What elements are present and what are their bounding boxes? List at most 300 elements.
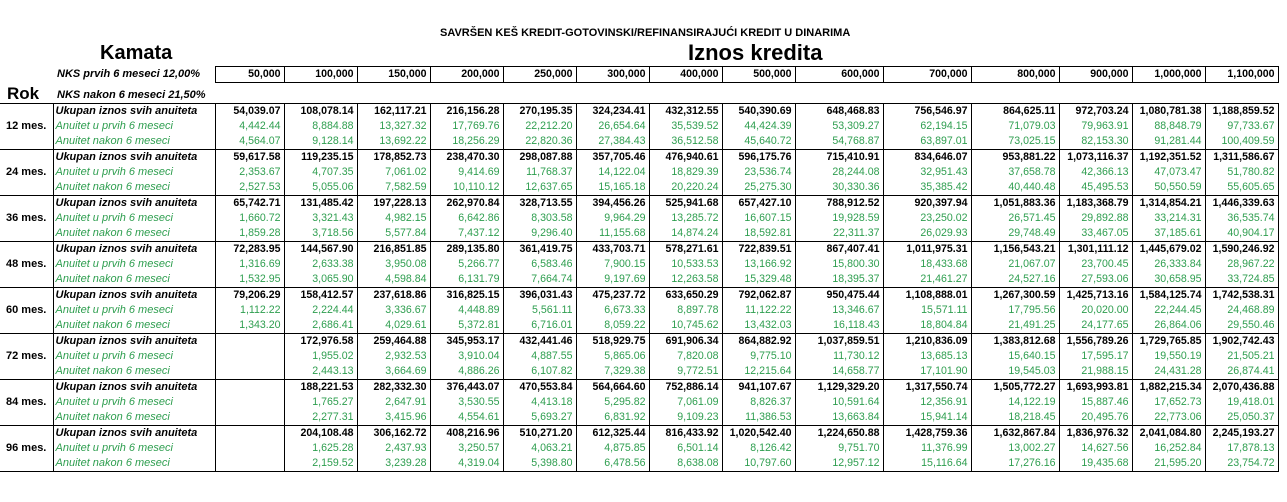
value-cell: 13,285.72 [649,211,722,226]
table-row [0,119,1278,134]
value-cell: 62,194.15 [883,119,971,134]
value-cell: 15,887.46 [1059,395,1132,410]
rok-term: 48 mes. [0,242,53,288]
value-cell: 73,025.15 [971,134,1059,150]
value-cell: 1,836,976.32 [1059,426,1132,442]
value-cell: 108,078.14 [284,104,357,120]
row-label: Ukupan iznos svih anuiteta [53,334,215,350]
value-cell: 1,224,650.88 [795,426,883,442]
row-label: Anuitet u prvih 6 meseci [53,165,215,180]
value-cell: 396,031.43 [503,288,576,304]
value-cell: 18,592.81 [722,226,795,242]
value-cell: 47,073.47 [1132,165,1205,180]
value-cell: 1,020,542.40 [722,426,795,442]
value-cell: 37,658.78 [971,165,1059,180]
value-cell: 82,153.30 [1059,134,1132,150]
table-row [0,288,1278,304]
value-cell: 1,080,781.38 [1132,104,1205,120]
value-cell: 1,383,812.68 [971,334,1059,350]
table-row [0,349,1278,364]
value-cell: 29,892.88 [1059,211,1132,226]
value-cell: 1,882,215.34 [1132,380,1205,396]
value-cell: 752,886.14 [649,380,722,396]
value-cell: 476,940.61 [649,150,722,166]
value-cell: 33,724.85 [1205,272,1278,288]
value-cell: 722,839.51 [722,242,795,258]
value-cell: 10,745.62 [649,318,722,334]
rok-term: 96 mes. [0,426,53,472]
value-cell: 3,336.67 [357,303,430,318]
value-cell: 1,729,765.85 [1132,334,1205,350]
value-cell: 2,070,436.88 [1205,380,1278,396]
value-cell: 298,087.88 [503,150,576,166]
table-row [0,242,1278,258]
gap-cell [0,83,1278,104]
value-cell: 30,330.36 [795,180,883,196]
table-row [0,441,1278,456]
value-cell: 11,155.68 [576,226,649,242]
value-cell: 79,963.91 [1059,119,1132,134]
value-cell: 19,418.01 [1205,395,1278,410]
value-cell: 324,234.41 [576,104,649,120]
value-cell: 8,303.58 [503,211,576,226]
value-cell: 15,329.48 [722,272,795,288]
value-cell: 2,437.93 [357,441,430,456]
value-cell: 432,312.55 [649,104,722,120]
value-cell: 14,122.04 [576,165,649,180]
value-cell: 17,878.13 [1205,441,1278,456]
value-cell: 18,395.37 [795,272,883,288]
value-cell: 131,485.42 [284,196,357,212]
value-cell: 1,108,888.01 [883,288,971,304]
value-cell: 5,577.84 [357,226,430,242]
value-cell: 259,464.88 [357,334,430,350]
value-cell: 2,647.91 [357,395,430,410]
value-cell: 316,825.15 [430,288,503,304]
row-label: Anuitet u prvih 6 meseci [53,441,215,456]
value-cell: 376,443.07 [430,380,503,396]
value-cell: 972,703.24 [1059,104,1132,120]
value-cell: 24,468.89 [1205,303,1278,318]
value-cell: 6,107.82 [503,364,576,380]
value-cell: 2,527.53 [215,180,284,196]
value-cell: 162,117.21 [357,104,430,120]
value-cell: 3,239.28 [357,456,430,472]
row-label: Anuitet nakon 6 meseci [53,364,215,380]
value-cell: 1,505,772.27 [971,380,1059,396]
value-cell: 4,887.55 [503,349,576,364]
rok-term: 60 mes. [0,288,53,334]
value-cell: 7,437.12 [430,226,503,242]
value-cell: 24,431.28 [1132,364,1205,380]
rok-term: 12 mes. [0,104,53,150]
value-cell: 19,550.19 [1132,349,1205,364]
amount-header: 900,000 [1059,67,1132,83]
value-cell: 17,276.16 [971,456,1059,472]
value-cell: 22,311.37 [795,226,883,242]
value-cell: 6,583.46 [503,257,576,272]
value-cell: 19,435.68 [1059,456,1132,472]
value-cell: 13,327.32 [357,119,430,134]
value-cell: 6,831.92 [576,410,649,426]
rok-term: 36 mes. [0,196,53,242]
value-cell: 24,527.16 [971,272,1059,288]
row-label: Anuitet nakon 6 meseci [53,226,215,242]
value-cell: 1,445,679.02 [1132,242,1205,258]
value-cell: 475,237.72 [576,288,649,304]
value-cell: 2,633.38 [284,257,357,272]
value-cell: 17,795.56 [971,303,1059,318]
nks-after-label: NKS nakon 6 meseci 21,50% [57,89,206,101]
value-cell: 20,220.24 [649,180,722,196]
value-cell: 3,910.04 [430,349,503,364]
amount-header: 300,000 [576,67,649,83]
value-cell: 834,646.07 [883,150,971,166]
value-cell: 1,129,329.20 [795,380,883,396]
value-cell: 8,638.08 [649,456,722,472]
value-cell: 633,650.29 [649,288,722,304]
value-cell: 518,929.75 [576,334,649,350]
value-cell: 4,442.44 [215,119,284,134]
value-cell: 26,874.41 [1205,364,1278,380]
value-cell: 361,419.75 [503,242,576,258]
value-cell: 197,228.13 [357,196,430,212]
value-cell: 10,797.60 [722,456,795,472]
value-cell: 1,314,854.21 [1132,196,1205,212]
value-cell: 9,772.51 [649,364,722,380]
value-cell: 21,505.21 [1205,349,1278,364]
value-cell: 6,716.01 [503,318,576,334]
value-cell: 22,820.36 [503,134,576,150]
rok-heading: Rok [7,84,40,103]
value-cell: 328,713.55 [503,196,576,212]
value-cell: 270,195.35 [503,104,576,120]
value-cell: 10,591.64 [795,395,883,410]
value-cell: 11,730.12 [795,349,883,364]
value-cell: 1,765.27 [284,395,357,410]
value-cell: 5,055.06 [284,180,357,196]
value-cell: 13,166.92 [722,257,795,272]
value-cell: 1,859.28 [215,226,284,242]
value-cell: 33,214.31 [1132,211,1205,226]
value-cell: 54,768.87 [795,134,883,150]
value-cell: 1,625.28 [284,441,357,456]
value-cell: 950,475.44 [795,288,883,304]
page-title: SAVRŠEN KEŠ KREDIT-GOTOVINSKI/REFINANSIRAJUĆI KREDIT U DINARIMA [440,27,851,39]
value-cell: 28,244.08 [795,165,883,180]
value-cell: 1,210,836.09 [883,334,971,350]
value-cell: 18,433.68 [883,257,971,272]
rok-term: 84 mes. [0,380,53,426]
value-cell: 282,332.30 [357,380,430,396]
table-row [0,303,1278,318]
value-cell: 13,692.22 [357,134,430,150]
value-cell: 26,333.84 [1132,257,1205,272]
value-cell: 21,491.25 [971,318,1059,334]
value-cell: 12,637.65 [503,180,576,196]
value-cell: 1,902,742.43 [1205,334,1278,350]
value-cell: 1,446,339.63 [1205,196,1278,212]
value-cell: 45,640.72 [722,134,795,150]
value-cell: 1,660.72 [215,211,284,226]
row-label: Anuitet nakon 6 meseci [53,456,215,472]
value-cell: 691,906.34 [649,334,722,350]
value-cell: 6,131.79 [430,272,503,288]
value-cell: 13,346.67 [795,303,883,318]
value-cell: 1,532.95 [215,272,284,288]
value-cell: 15,941.14 [883,410,971,426]
row-label: Ukupan iznos svih anuiteta [53,196,215,212]
amount-header: 400,000 [649,67,722,83]
value-cell: 11,386.53 [722,410,795,426]
row-label: Anuitet u prvih 6 meseci [53,395,215,410]
value-cell: 51,780.82 [1205,165,1278,180]
value-cell: 1,584,125.74 [1132,288,1205,304]
table-row [0,334,1278,350]
value-cell [215,426,284,442]
value-cell: 23,536.74 [722,165,795,180]
table-row [0,134,1278,150]
table-row [0,380,1278,396]
value-cell: 9,414.69 [430,165,503,180]
value-cell: 17,652.73 [1132,395,1205,410]
value-cell: 306,162.72 [357,426,430,442]
row-label: Anuitet nakon 6 meseci [53,318,215,334]
nks-first-label: NKS prvih 6 meseci 12,00% [57,68,201,80]
value-cell: 238,470.30 [430,150,503,166]
value-cell: 1,188,859.52 [1205,104,1278,120]
value-cell [215,334,284,350]
value-cell: 7,900.15 [576,257,649,272]
value-cell: 37,185.61 [1132,226,1205,242]
table-row [0,410,1278,426]
value-cell: 22,773.06 [1132,410,1205,426]
value-cell: 88,848.79 [1132,119,1205,134]
value-cell: 1,267,300.59 [971,288,1059,304]
value-cell: 756,546.97 [883,104,971,120]
amount-header: 100,000 [284,67,357,83]
value-cell: 1,011,975.31 [883,242,971,258]
header-gap-row [0,83,1278,104]
table-row [0,104,1278,120]
value-cell: 24,177.65 [1059,318,1132,334]
value-cell: 1,183,368.79 [1059,196,1132,212]
table-row [0,257,1278,272]
value-cell: 216,851.85 [357,242,430,258]
value-cell: 40,904.17 [1205,226,1278,242]
value-cell: 11,768.37 [503,165,576,180]
value-cell: 216,156.28 [430,104,503,120]
value-cell: 54,039.07 [215,104,284,120]
value-cell: 23,754.72 [1205,456,1278,472]
value-cell: 19,545.03 [971,364,1059,380]
rok-term: 72 mes. [0,334,53,380]
value-cell: 1,556,789.26 [1059,334,1132,350]
value-cell: 28,967.22 [1205,257,1278,272]
row-label: Anuitet u prvih 6 meseci [53,257,215,272]
value-cell: 1,316.69 [215,257,284,272]
value-cell: 6,673.33 [576,303,649,318]
amount-header: 150,000 [357,67,430,83]
value-cell: 1,693,993.81 [1059,380,1132,396]
value-cell: 16,607.15 [722,211,795,226]
value-cell: 16,252.84 [1132,441,1205,456]
value-cell: 1,311,586.67 [1205,150,1278,166]
value-cell: 816,433.92 [649,426,722,442]
value-cell: 1,317,550.74 [883,380,971,396]
value-cell: 5,266.77 [430,257,503,272]
value-cell: 35,385.42 [883,180,971,196]
value-cell: 3,530.55 [430,395,503,410]
value-cell: 8,884.88 [284,119,357,134]
value-cell: 953,881.22 [971,150,1059,166]
value-cell: 6,642.86 [430,211,503,226]
value-cell: 7,820.08 [649,349,722,364]
value-cell: 35,539.52 [649,119,722,134]
value-cell: 172,976.58 [284,334,357,350]
row-label: Ukupan iznos svih anuiteta [53,380,215,396]
value-cell [215,441,284,456]
value-cell: 578,271.61 [649,242,722,258]
value-cell: 5,398.80 [503,456,576,472]
value-cell: 657,427.10 [722,196,795,212]
value-cell: 715,410.91 [795,150,883,166]
row-label: Anuitet u prvih 6 meseci [53,211,215,226]
value-cell: 4,564.07 [215,134,284,150]
value-cell: 17,101.90 [883,364,971,380]
value-cell: 1,156,543.21 [971,242,1059,258]
value-cell: 867,407.41 [795,242,883,258]
value-cell: 2,353.67 [215,165,284,180]
value-cell: 9,109.23 [649,410,722,426]
value-cell: 7,061.02 [357,165,430,180]
value-cell [215,349,284,364]
value-cell: 432,441.46 [503,334,576,350]
value-cell: 100,409.59 [1205,134,1278,150]
row-label: Ukupan iznos svih anuiteta [53,150,215,166]
value-cell: 3,950.08 [357,257,430,272]
value-cell: 612,325.44 [576,426,649,442]
value-cell: 4,448.89 [430,303,503,318]
amount-header: 1,100,000 [1205,67,1278,83]
value-cell: 2,932.53 [357,349,430,364]
value-cell: 21,988.15 [1059,364,1132,380]
value-cell: 864,882.92 [722,334,795,350]
value-cell: 178,852.73 [357,150,430,166]
value-cell: 20,495.76 [1059,410,1132,426]
amount-header-row [0,67,1278,83]
value-cell: 1,192,351.52 [1132,150,1205,166]
value-cell: 18,804.84 [883,318,971,334]
value-cell [215,364,284,380]
row-label: Anuitet nakon 6 meseci [53,180,215,196]
value-cell: 14,658.77 [795,364,883,380]
value-cell [215,456,284,472]
value-cell: 596,175.76 [722,150,795,166]
value-cell: 14,874.24 [649,226,722,242]
value-cell: 262,970.84 [430,196,503,212]
row-label: Anuitet nakon 6 meseci [53,272,215,288]
value-cell: 3,065.90 [284,272,357,288]
value-cell: 10,533.53 [649,257,722,272]
value-cell: 15,165.18 [576,180,649,196]
value-cell: 788,912.52 [795,196,883,212]
value-cell: 510,271.20 [503,426,576,442]
value-cell: 65,742.71 [215,196,284,212]
value-cell: 23,700.45 [1059,257,1132,272]
table-row [0,426,1278,442]
amount-header: 1,000,000 [1132,67,1205,83]
value-cell: 16,118.43 [795,318,883,334]
value-cell: 5,372.81 [430,318,503,334]
value-cell: 5,693.27 [503,410,576,426]
value-cell: 1,955.02 [284,349,357,364]
value-cell: 3,321.43 [284,211,357,226]
value-cell: 9,751.70 [795,441,883,456]
row-label: Anuitet u prvih 6 meseci [53,119,215,134]
value-cell: 36,512.58 [649,134,722,150]
value-cell: 20,020.00 [1059,303,1132,318]
value-cell: 4,029.61 [357,318,430,334]
value-cell: 29,550.46 [1205,318,1278,334]
value-cell: 4,554.61 [430,410,503,426]
header-spacer [0,67,53,83]
value-cell: 26,864.06 [1132,318,1205,334]
value-cell: 15,116.64 [883,456,971,472]
value-cell: 4,413.18 [503,395,576,410]
value-cell: 8,126.42 [722,441,795,456]
value-cell: 97,733.67 [1205,119,1278,134]
row-label: Ukupan iznos svih anuiteta [53,426,215,442]
value-cell: 2,224.44 [284,303,357,318]
value-cell: 18,218.45 [971,410,1059,426]
table-row [0,395,1278,410]
value-cell: 10,110.12 [430,180,503,196]
table-row [0,180,1278,196]
value-cell: 158,412.57 [284,288,357,304]
value-cell: 525,941.68 [649,196,722,212]
value-cell: 15,800.30 [795,257,883,272]
value-cell: 188,221.53 [284,380,357,396]
value-cell [215,395,284,410]
value-cell: 3,718.56 [284,226,357,242]
value-cell: 63,897.01 [883,134,971,150]
value-cell: 19,928.59 [795,211,883,226]
value-cell: 144,567.90 [284,242,357,258]
value-cell: 1,428,759.36 [883,426,971,442]
amount-header: 600,000 [795,67,883,83]
value-cell: 14,122.19 [971,395,1059,410]
value-cell: 920,397.94 [883,196,971,212]
row-label: Ukupan iznos svih anuiteta [53,104,215,120]
table-row [0,272,1278,288]
value-cell: 32,951.43 [883,165,971,180]
value-cell: 13,685.13 [883,349,971,364]
value-cell: 22,244.45 [1132,303,1205,318]
value-cell: 33,467.05 [1059,226,1132,242]
amount-header: 200,000 [430,67,503,83]
value-cell: 40,440.48 [971,180,1059,196]
value-cell: 1,037,859.51 [795,334,883,350]
value-cell: 27,593.06 [1059,272,1132,288]
value-cell: 15,640.15 [971,349,1059,364]
value-cell: 11,376.99 [883,441,971,456]
value-cell: 30,658.95 [1132,272,1205,288]
value-cell: 4,982.15 [357,211,430,226]
value-cell: 91,281.44 [1132,134,1205,150]
value-cell: 29,748.49 [971,226,1059,242]
value-cell: 13,663.84 [795,410,883,426]
